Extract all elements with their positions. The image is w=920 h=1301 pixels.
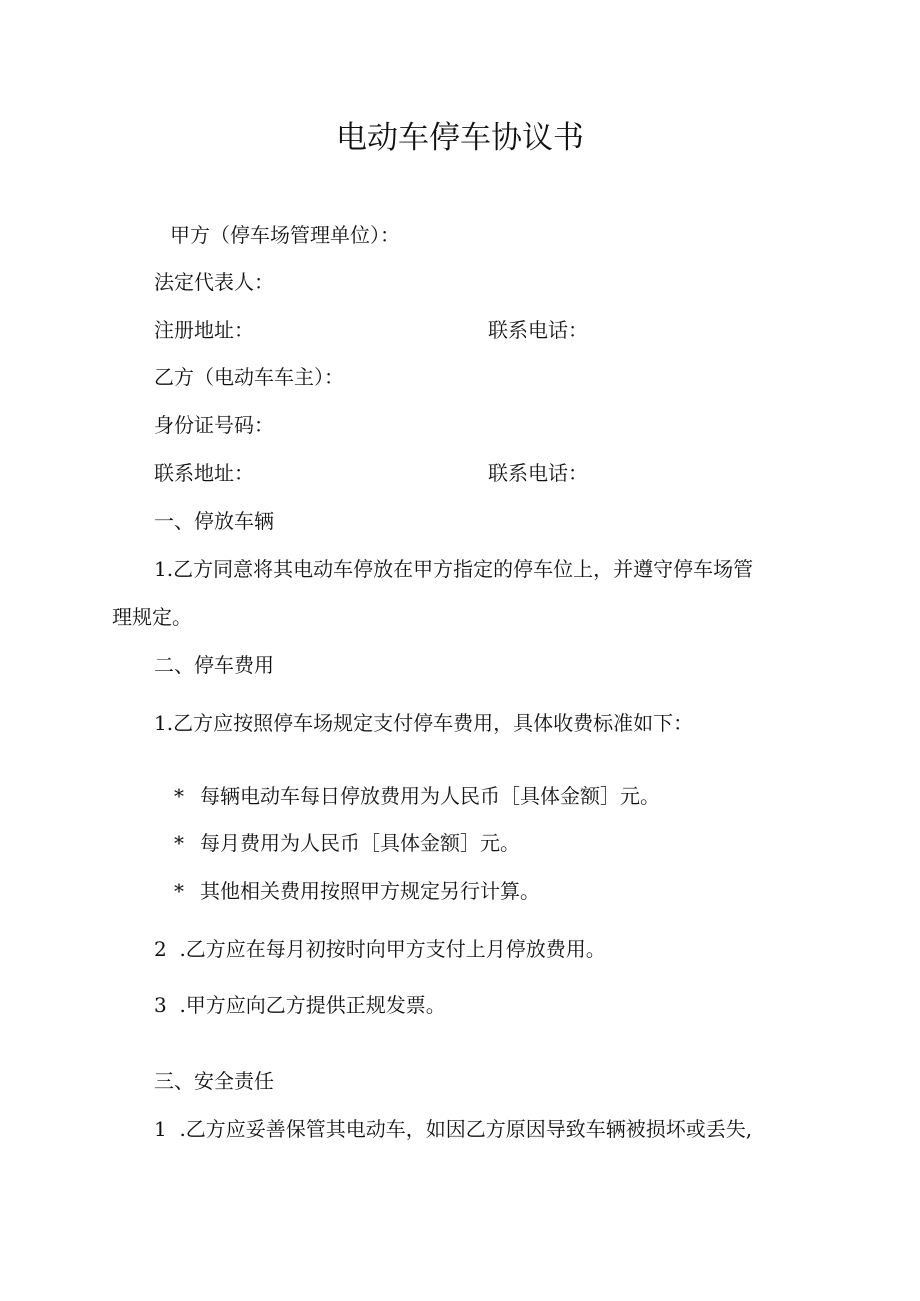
registered-address-label: 注册地址： — [154, 318, 254, 342]
fee-bullet-text: 每月费用为人民币［具体金额］元。 — [200, 831, 520, 855]
contact-address-label: 联系地址： — [154, 461, 254, 485]
section-3-heading: 三、安全责任 — [154, 1069, 274, 1093]
party-b-label: 乙方（电动车车主）： — [154, 365, 344, 389]
fee-bullet-text: 其他相关费用按照甲方规定另行计算。 — [200, 879, 540, 903]
fee-bullet-3 — [174, 876, 540, 906]
bullet-marker: * — [174, 784, 184, 808]
bullet-marker: * — [174, 831, 184, 855]
fee-bullet-2 — [174, 828, 520, 858]
section-2-clause-2: 2 .乙方应在每月初按时向甲方支付上月停放费用。 — [154, 937, 606, 961]
section-2-clause-1: 1.乙方应按照停车场规定支付停车费用，具体收费标准如下： — [154, 711, 694, 735]
section-3-clause-1: 1 .乙方应妥善保管其电动车，如因乙方原因导致车辆被损坏或丢失, — [154, 1117, 753, 1141]
section-2-clause-3: 3 .甲方应向乙方提供正规发票。 — [154, 993, 446, 1017]
id-number-label: 身份证号码： — [154, 413, 274, 437]
section-1-heading: 一、停放车辆 — [154, 509, 274, 533]
legal-representative-label: 法定代表人： — [154, 270, 274, 294]
section-1-clause-1-line-1: 1.乙方同意将其电动车停放在甲方指定的停车位上，并遵守停车场管 — [154, 557, 754, 581]
party-a-phone-label: 联系电话： — [488, 318, 588, 342]
bullet-marker: * — [174, 879, 184, 903]
fee-bullet-1 — [174, 781, 660, 811]
section-1-clause-1-line-2: 理规定。 — [112, 605, 192, 629]
section-2-heading: 二、停车费用 — [154, 653, 274, 677]
party-a-label: 甲方（停车场管理单位）： — [170, 223, 400, 247]
party-b-phone-label: 联系电话： — [488, 461, 588, 485]
fee-bullet-text: 每辆电动车每日停放费用为人民币［具体金额］元。 — [200, 784, 660, 808]
document-title: 电动车停车协议书 — [336, 120, 584, 156]
